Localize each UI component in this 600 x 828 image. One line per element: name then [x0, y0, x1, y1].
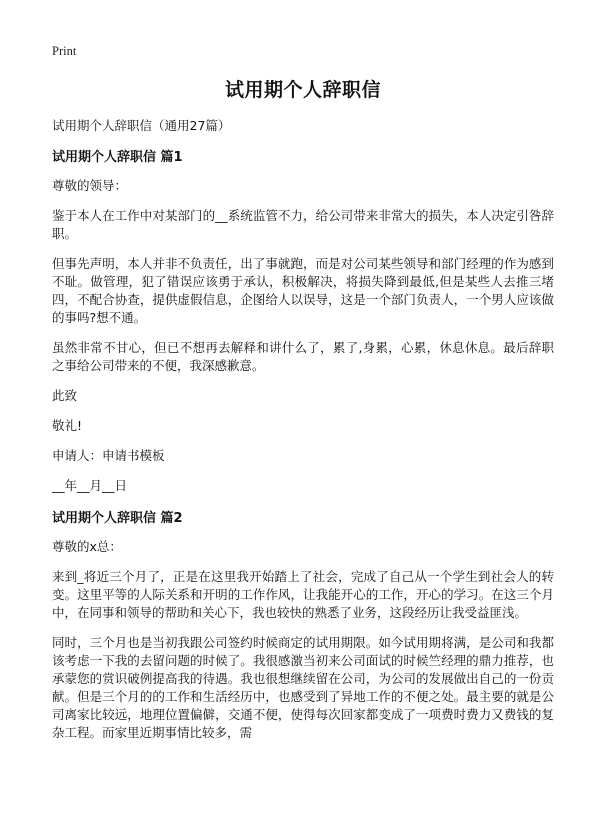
body-paragraph: 同时，三个月也是当初我跟公司签约时候商定的试用期限。如今试用期将满，是公司和我都该考虑一下我的去留问题的时候了。我很感激当初来公司面试的时候竺经理的鼎力推荐，也承蒙您的赏识破例提高我的待遇。我也很想继续留在公司，为公司的发展做出自己的一份贡献。但是三个月的的工作和生活经历中，也感受到了异地工作的不便之处。最主要的就是公司离家比较远，地理位置偏僻，交通不便，使得每次回家都变成了一项费时费力又费钱的复杂工程。而家里近期事情比较多，需: [52, 635, 554, 740]
applicant-signature: 申请人：申请书模板: [52, 448, 165, 463]
print-link[interactable]: Print: [52, 44, 77, 58]
salutation: 尊敬的x总：: [52, 539, 122, 554]
section-heading: 试用期个人辞职信 篇1: [52, 150, 183, 165]
body-paragraph: 虽然非常不甘心，但已不想再去解释和讲什么了，累了,身累，心累，休息休息。最后辞职之事给公司带来的不便，我深感歉意。: [52, 340, 554, 373]
body-paragraph: 来到_将近三个月了，正是在这里我开始踏上了社会，完成了自己从一个学生到社会人的转变。这里平等的人际关系和开明的工作作风，让我能开心的工作，开心的学习。在这三个月中，在同事和领导的帮助和关心下，我也较快的熟悉了业务，这段经历让我受益匪浅。: [52, 569, 554, 620]
date-line: __年__月__日: [52, 478, 128, 493]
letter-section-1: [52, 146, 554, 495]
document-title: 试用期个人辞职信: [224, 79, 381, 101]
body-paragraph: 但事先声明，本人并非不负责任，出了事就跑，而是对公司某些领导和部门经理的作为感到不耻。做管理，犯了错误应该勇于承认，积极解决，将损失降到最低,但是某些人去推三堵四，不配合协查，提供虚假信息，企图给人以误导，这是一个部门负责人，一个男人应该做的事吗?想不通。: [52, 256, 554, 325]
body-paragraph: 鉴于本人在工作中对某部门的__系统监管不力，给公司带来非常大的损失，本人决定引咎辞职。: [52, 208, 554, 241]
section-heading: 试用期个人辞职信 篇2: [52, 511, 183, 526]
document-subtitle: 试用期个人辞职信（通用27篇）: [52, 118, 231, 133]
letter-section-2: [52, 507, 554, 742]
salutation: 尊敬的领导：: [52, 178, 128, 193]
closing-line: 此致: [52, 388, 78, 403]
closing-salute: 敬礼!: [52, 418, 83, 433]
